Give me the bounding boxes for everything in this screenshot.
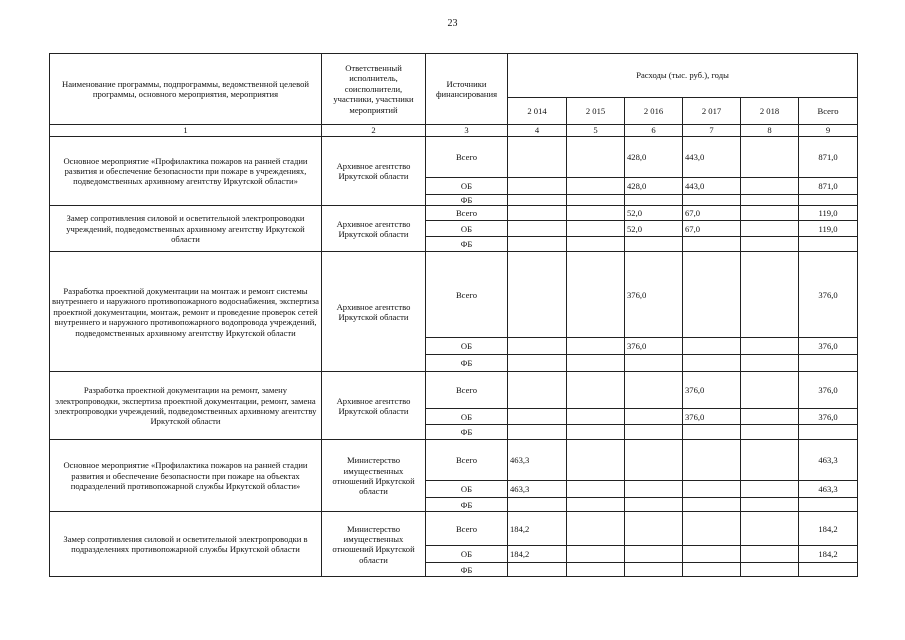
amount-cell <box>508 372 567 409</box>
amount-cell <box>508 252 567 338</box>
executor: Министерство имущественных отношений Иркутской области <box>322 440 426 512</box>
col-number: 9 <box>799 125 858 137</box>
total-cell: 463,3 <box>799 481 858 498</box>
amount-cell: 67,0 <box>683 221 741 237</box>
amount-cell <box>567 221 625 237</box>
amount-cell <box>508 221 567 237</box>
executor: Министерство имущественных отношений Иркутской области <box>322 512 426 577</box>
amount-cell <box>567 252 625 338</box>
funding-source: ОБ <box>426 178 508 195</box>
amount-cell <box>567 338 625 355</box>
amount-cell <box>508 409 567 425</box>
amount-cell <box>625 195 683 206</box>
amount-cell <box>567 546 625 563</box>
amount-cell <box>567 178 625 195</box>
amount-cell: 376,0 <box>625 338 683 355</box>
funding-source: ФБ <box>426 355 508 372</box>
funding-source: ОБ <box>426 546 508 563</box>
amount-cell: 376,0 <box>683 372 741 409</box>
funding-source: ФБ <box>426 195 508 206</box>
activity-name: Основное мероприятие «Профилактика пожаров на ранней стадии развития и обеспечение безопасности при пожаре в учреждениях, подведомственных архивному агентству Иркутской области» <box>50 137 322 206</box>
amount-cell <box>741 512 799 546</box>
funding-source: ФБ <box>426 563 508 577</box>
funding-source: ОБ <box>426 221 508 237</box>
page-number: 23 <box>447 18 458 29</box>
amount-cell <box>625 425 683 440</box>
amount-cell: 463,3 <box>508 481 567 498</box>
total-cell: 184,2 <box>799 512 858 546</box>
header-name: Наименование программы, подпрограммы, ведомственной целевой программы, основного мероприятия, мероприятия <box>50 54 322 125</box>
amount-cell <box>508 206 567 221</box>
amount-cell: 443,0 <box>683 137 741 178</box>
amount-cell: 443,0 <box>683 178 741 195</box>
amount-cell <box>567 481 625 498</box>
header-source: Источники финансирования <box>426 54 508 125</box>
funding-source: ФБ <box>426 425 508 440</box>
budget-table <box>49 53 858 577</box>
amount-cell <box>508 137 567 178</box>
amount-cell <box>508 355 567 372</box>
amount-cell <box>741 355 799 372</box>
amount-cell <box>508 338 567 355</box>
amount-cell: 376,0 <box>683 409 741 425</box>
amount-cell <box>683 237 741 252</box>
total-cell <box>799 195 858 206</box>
table-row <box>50 206 858 221</box>
header-year: 2 015 <box>567 98 625 125</box>
table-row <box>50 372 858 409</box>
amount-cell <box>508 195 567 206</box>
total-cell: 376,0 <box>799 252 858 338</box>
total-cell <box>799 355 858 372</box>
table-row <box>50 440 858 481</box>
executor: Архивное агентство Иркутской области <box>322 252 426 372</box>
amount-cell <box>741 178 799 195</box>
amount-cell <box>567 237 625 252</box>
amount-cell <box>508 498 567 512</box>
funding-source: ОБ <box>426 409 508 425</box>
amount-cell <box>741 409 799 425</box>
amount-cell <box>741 195 799 206</box>
executor: Архивное агентство Иркутской области <box>322 137 426 206</box>
funding-source: Всего <box>426 372 508 409</box>
amount-cell: 376,0 <box>625 252 683 338</box>
total-cell: 376,0 <box>799 338 858 355</box>
amount-cell <box>625 498 683 512</box>
amount-cell: 52,0 <box>625 221 683 237</box>
activity-name: Замер сопротивления силовой и осветительной электропроводки учреждений, подведомственных архивному агентству Иркутской области <box>50 206 322 252</box>
amount-cell <box>683 440 741 481</box>
total-cell <box>799 498 858 512</box>
amount-cell <box>683 498 741 512</box>
amount-cell: 463,3 <box>508 440 567 481</box>
amount-cell <box>567 355 625 372</box>
amount-cell <box>741 137 799 178</box>
funding-source: Всего <box>426 137 508 178</box>
funding-source: ОБ <box>426 481 508 498</box>
amount-cell: 184,2 <box>508 512 567 546</box>
activity-name: Разработка проектной документации на монтаж и ремонт системы внутреннего и наружного противопожарного водоснабжения, экспертиза проектной документации, монтаж, ремонт и проведение проверок сетей внутреннего и наружного противопожарного водопровода учреждений, подведомственных архивному агентству Иркутской области <box>50 252 322 372</box>
amount-cell <box>683 355 741 372</box>
amount-cell <box>625 409 683 425</box>
amount-cell <box>625 372 683 409</box>
amount-cell: 428,0 <box>625 178 683 195</box>
amount-cell <box>567 440 625 481</box>
header-year: 2 018 <box>741 98 799 125</box>
amount-cell <box>625 481 683 498</box>
amount-cell <box>683 481 741 498</box>
funding-source: ФБ <box>426 498 508 512</box>
amount-cell <box>625 512 683 546</box>
funding-source: Всего <box>426 512 508 546</box>
amount-cell: 428,0 <box>625 137 683 178</box>
col-number: 1 <box>50 125 322 137</box>
funding-source: ОБ <box>426 338 508 355</box>
amount-cell <box>567 425 625 440</box>
amount-cell: 184,2 <box>508 546 567 563</box>
amount-cell <box>567 498 625 512</box>
amount-cell <box>567 563 625 577</box>
total-cell <box>799 237 858 252</box>
amount-cell <box>683 512 741 546</box>
amount-cell <box>683 338 741 355</box>
amount-cell <box>683 563 741 577</box>
funding-source: Всего <box>426 440 508 481</box>
amount-cell <box>741 221 799 237</box>
funding-source: ФБ <box>426 237 508 252</box>
amount-cell <box>567 206 625 221</box>
amount-cell <box>625 563 683 577</box>
amount-cell <box>567 512 625 546</box>
col-number: 5 <box>567 125 625 137</box>
funding-source: Всего <box>426 206 508 221</box>
amount-cell <box>508 563 567 577</box>
col-number: 4 <box>508 125 567 137</box>
amount-cell <box>508 178 567 195</box>
amount-cell <box>741 252 799 338</box>
total-cell <box>799 563 858 577</box>
total-cell: 376,0 <box>799 372 858 409</box>
amount-cell <box>625 355 683 372</box>
col-number: 3 <box>426 125 508 137</box>
amount-cell <box>683 195 741 206</box>
amount-cell <box>741 563 799 577</box>
total-cell: 119,0 <box>799 206 858 221</box>
amount-cell <box>625 237 683 252</box>
table-row <box>50 512 858 546</box>
amount-cell <box>683 252 741 338</box>
amount-cell: 67,0 <box>683 206 741 221</box>
amount-cell <box>508 425 567 440</box>
header-year: 2 014 <box>508 98 567 125</box>
header-executor: Ответственный исполнитель, соисполнители, участники, участники мероприятий <box>322 54 426 125</box>
amount-cell <box>625 440 683 481</box>
amount-cell <box>741 546 799 563</box>
amount-cell <box>741 338 799 355</box>
amount-cell <box>741 206 799 221</box>
total-cell: 871,0 <box>799 178 858 195</box>
header-year: 2 016 <box>625 98 683 125</box>
amount-cell <box>741 498 799 512</box>
amount-cell <box>741 237 799 252</box>
col-number: 7 <box>683 125 741 137</box>
table-row <box>50 137 858 178</box>
amount-cell <box>741 440 799 481</box>
amount-cell <box>741 425 799 440</box>
total-cell: 871,0 <box>799 137 858 178</box>
amount-cell <box>741 481 799 498</box>
activity-name: Разработка проектной документации на ремонт, замену электропроводки, экспертиза проектной документации, ремонт, замена электропроводки учреждений, подведомственных архивному агентству Иркутской области <box>50 372 322 440</box>
total-cell: 376,0 <box>799 409 858 425</box>
header-expenses: Расходы (тыс. руб.), годы <box>508 54 858 98</box>
activity-name: Замер сопротивления силовой и осветительной электропроводки в подразделениях противопожарной службы Иркутской области <box>50 512 322 577</box>
header-year: 2 017 <box>683 98 741 125</box>
amount-cell <box>625 546 683 563</box>
amount-cell <box>567 195 625 206</box>
executor: Архивное агентство Иркутской области <box>322 372 426 440</box>
amount-cell <box>567 372 625 409</box>
col-number: 2 <box>322 125 426 137</box>
amount-cell <box>567 409 625 425</box>
amount-cell <box>567 137 625 178</box>
total-cell <box>799 425 858 440</box>
amount-cell <box>683 425 741 440</box>
col-number: 8 <box>741 125 799 137</box>
col-number: 6 <box>625 125 683 137</box>
total-cell: 184,2 <box>799 546 858 563</box>
funding-source: Всего <box>426 252 508 338</box>
total-cell: 119,0 <box>799 221 858 237</box>
header-total: Всего <box>799 98 858 125</box>
activity-name: Основное мероприятие «Профилактика пожаров на ранней стадии развития и обеспечение безопасности при пожаре на объектах подразделений противопожарной службы Иркутской области» <box>50 440 322 512</box>
executor: Архивное агентство Иркутской области <box>322 206 426 252</box>
amount-cell <box>741 372 799 409</box>
table-row <box>50 252 858 338</box>
amount-cell: 52,0 <box>625 206 683 221</box>
total-cell: 463,3 <box>799 440 858 481</box>
amount-cell <box>508 237 567 252</box>
amount-cell <box>683 546 741 563</box>
